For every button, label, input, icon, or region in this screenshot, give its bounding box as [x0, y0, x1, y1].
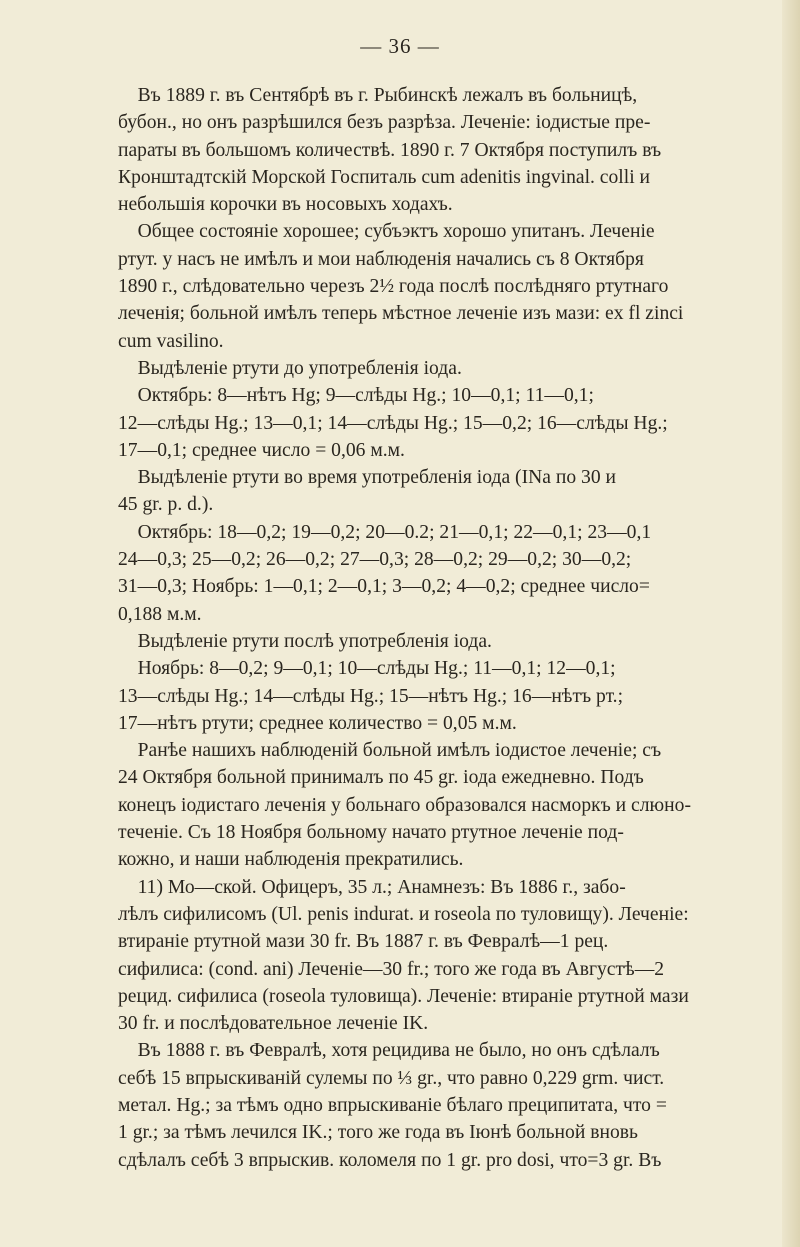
text-line: 30 fr. и послѣдовательное леченіе IK.: [118, 1013, 429, 1035]
text-line: втираніе ртутной мази 30 fr. Въ 1887 г. въ Февралѣ—1 рец.: [118, 931, 609, 953]
text-line: 45 gr. p. d.).: [118, 494, 214, 516]
text-line: Въ 1889 г. въ Сентябрѣ въ г. Рыбинскѣ лежалъ въ больницѣ,: [118, 85, 638, 106]
text-line: Ноябрь: 8—0,2; 9—0,1; 10—слѣды Hg.; 11—0,1; 12—0,1;: [118, 658, 616, 680]
text-line: 11) Мо—ской. Офицеръ, 35 л.; Анамнезъ: Въ 1886 г., забо-: [118, 876, 626, 898]
text-line: 31—0,3; Ноябрь: 1—0,1; 2—0,1; 3—0,2; 4—0,2; среднее число=: [118, 576, 650, 598]
text-line: Кронштадтскій Морской Госпиталь сum adenitis ingvinal. colli и: [118, 166, 651, 188]
text-line: 1890 г., слѣдовательно черезъ 2½ года послѣ послѣдняго ртутнаго: [118, 276, 669, 298]
text-line: Выдѣленіе ртути до употребленія іода.: [118, 357, 462, 379]
text-line: 13—слѣды Hg.; 14—слѣды Hg.; 15—нѣтъ Hg.; 16—нѣтъ рт.;: [118, 685, 624, 707]
text-line: параты въ большомъ количествѣ. 1890 г. 7 Октября поступилъ въ: [118, 139, 662, 161]
text-line: теченіе. Съ 18 Ноября больному начато ртутное леченіе под-: [118, 822, 624, 844]
text-line: Общее состояніе хорошее; субъэктъ хорошо упитанъ. Леченіе: [118, 221, 655, 243]
text-line: 24 Октября больной принималъ по 45 gr. іода ежедневно. Подъ: [118, 767, 644, 789]
text-line: конецъ іодистаго леченія у больнаго образовался насморкъ и слюно-: [118, 794, 691, 816]
text-line: cum vasilino.: [118, 330, 224, 352]
text-line: 17—0,1; среднее число = 0,06 м.м.: [118, 439, 405, 461]
text-line: кожно, и наши наблюденія прекратились.: [118, 849, 464, 871]
text-line: Ранѣе нашихъ наблюденій больной имѣлъ іодистое леченіе; съ: [118, 740, 662, 762]
text-line: 0,188 м.м.: [118, 603, 202, 625]
text-line: Октябрь: 8—нѣтъ Hg; 9—слѣды Hg.; 10—0,1; 11—0,1;: [118, 385, 594, 407]
text-line: 1 gr.; за тѣмъ лечился IK.; того же года въ Іюнѣ больной вновь: [118, 1122, 638, 1144]
text-line: метал. Hg.; за тѣмъ одно впрыскиваніе бѣлаго преципитата, что =: [118, 1094, 667, 1116]
text-line: Выдѣленіе ртути во время употребленія іода (INa по 30 и: [118, 467, 616, 489]
text-line: ртут. у насъ не имѣлъ и мои наблюденія начались съ 8 Октября: [118, 248, 644, 270]
text-line: 24—0,3; 25—0,2; 26—0,2; 27—0,3; 28—0,2; 29—0,2; 30—0,2;: [118, 549, 632, 571]
page-edge: [782, 0, 800, 1247]
text-line: рецид. сифилиса (roseola туловища). Леченіе: втираніе ртутной мази: [118, 985, 689, 1007]
text-line: лѣлъ сифилисомъ (Ul. penis indurat. и roseola по туловищу). Леченіе:: [118, 903, 689, 925]
text-line: леченія; больной имѣлъ теперь мѣстное леченіе изъ мази: ex fl zinci: [118, 303, 684, 325]
text-line: сдѣлалъ себѣ 3 впрыскив. коломеля по 1 gr. pro dosi, что=3 gr. Въ: [118, 1149, 662, 1171]
page-number: — 36 —: [360, 34, 440, 58]
body-text: [118, 82, 778, 1174]
text-line: Въ 1888 г. въ Февралѣ, хотя рецидива не было, но онъ сдѣлалъ: [118, 1040, 660, 1062]
text-line: сифилиса: (cond. ani) Леченіе—30 fr.; того же года въ Августѣ—2: [118, 958, 665, 980]
text-line: Октябрь: 18—0,2; 19—0,2; 20—0.2; 21—0,1; 22—0,1; 23—0,1: [118, 521, 652, 543]
text-line: себѣ 15 впрыскиваній сулемы по ⅓ gr., что равно 0,229 grm. чист.: [118, 1067, 665, 1089]
text-line: 17—нѣтъ ртути; среднее количество = 0,05 м.м.: [118, 712, 517, 734]
text-line: небольшія корочки въ носовыхъ ходахъ.: [118, 194, 453, 216]
text-line: Выдѣленіе ртути послѣ употребленія іода.: [118, 630, 492, 652]
text-line: бубон., но онъ разрѣшился безъ разрѣза. Леченіе: іодистые пре-: [118, 112, 651, 134]
text-line: 12—слѣды Hg.; 13—0,1; 14—слѣды Hg.; 15—0,2; 16—слѣды Hg.;: [118, 412, 668, 434]
